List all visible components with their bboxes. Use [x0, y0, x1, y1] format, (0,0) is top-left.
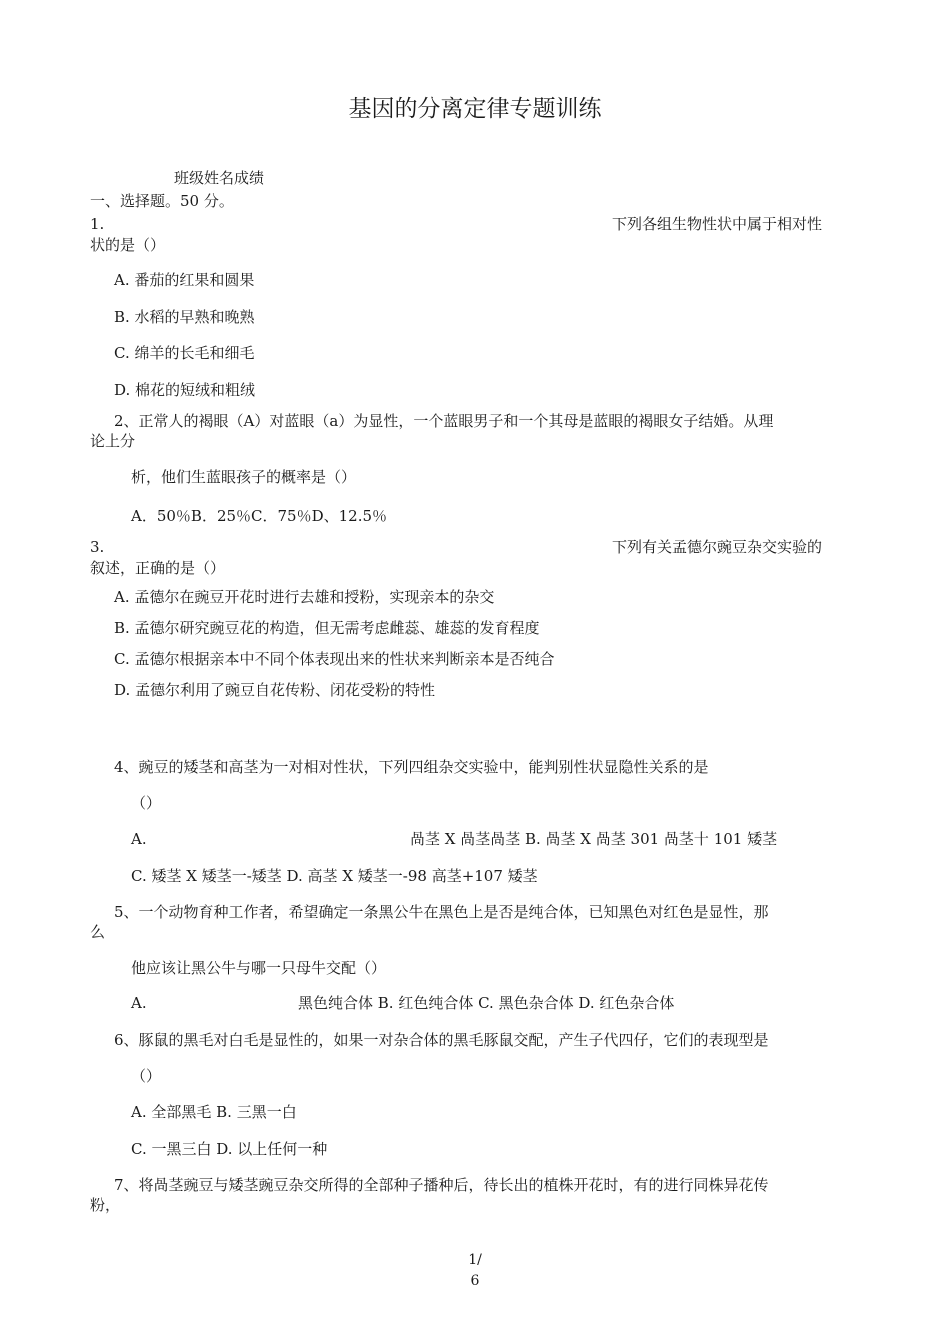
- question-stem-continued: 状的是（）: [90, 236, 166, 254]
- question-stem-continued: 他应该让黑公牛与哪一只母牛交配（）: [131, 959, 387, 977]
- question-stem-continued: 粉，: [90, 1196, 121, 1214]
- question-stem: 2、正常人的褐眼（A）对蓝眼（a）为显性，一个蓝眼男子和一个其母是蓝眼的褐眼女子结婚。从理: [114, 412, 774, 430]
- options-line: C. 一黑三白 D. 以上任何一种: [131, 1140, 328, 1158]
- options-line: 黑色纯合体 B. 红色纯合体 C. 黑色杂合体 D. 红色杂合体: [298, 994, 675, 1012]
- answer-parentheses: （）: [131, 1067, 162, 1085]
- question-stem: 7、将咼茎豌豆与矮茎豌豆杂交所得的全部种子播种后，待长出的植株开花时，有的进行同株异花传: [114, 1176, 769, 1194]
- question-number: 3.: [90, 538, 105, 556]
- option-label-a: A.: [131, 830, 147, 848]
- answer-parentheses: （）: [131, 794, 162, 812]
- page-number-top: 1/: [468, 1252, 482, 1268]
- question-stem-continued: 析，他们生蓝眼孩子的概率是（）: [131, 468, 357, 486]
- question-stem: 下列有关孟德尔豌豆杂交实验的: [612, 538, 823, 556]
- question-stem: 下列各组生物性状中属于相对性: [612, 215, 823, 233]
- option-d: D. 棉花的短绒和粗绒: [114, 381, 256, 399]
- option-a: A. 孟德尔在豌豆开花时进行去雄和授粉，实现亲本的杂交: [114, 588, 495, 606]
- option-b: B. 水稻的早熟和晚熟: [114, 308, 255, 326]
- question-stem: 5、一个动物育种工作者，希望确定一条黑公牛在黑色上是否是纯合体，已知黑色对红色是显性，那: [114, 903, 769, 921]
- option-a: A. 番茄的红果和圆果: [114, 271, 255, 289]
- question-stem-continued: 叙述，正确的是（）: [90, 559, 226, 577]
- option-d: D. 孟德尔利用了豌豆自花传粉、闭花受粉的特性: [114, 681, 436, 699]
- option-label-a: A.: [131, 994, 147, 1012]
- options-line: A．50％B．25％C．75％D、12.5％: [131, 507, 388, 525]
- class-name-score-line: 班级姓名成绩: [174, 169, 265, 187]
- question-number: 1.: [90, 215, 105, 233]
- page-number-bottom: 6: [470, 1273, 480, 1289]
- options-line: 咼茎 X 咼茎咼茎 B. 咼茎 X 咼茎 301 咼茎十 101 矮茎: [410, 830, 778, 848]
- option-b: B. 孟德尔研究豌豆花的构造，但无需考虑雌蕊、雄蕊的发育程度: [114, 619, 540, 637]
- options-line: C. 矮茎 X 矮茎一-矮茎 D. 高茎 X 矮茎一-98 高茎+107 矮茎: [131, 867, 538, 885]
- option-c: C. 孟德尔根据亲本中不同个体表现出来的性状来判断亲本是否纯合: [114, 650, 555, 668]
- section-heading: 一、选择题。50 分。: [90, 192, 234, 210]
- option-c: C. 绵羊的长毛和细毛: [114, 344, 255, 362]
- options-line: A. 全部黑毛 B. 三黑一白: [131, 1103, 297, 1121]
- page-title: 基因的分离定律专题训练: [348, 96, 602, 122]
- question-stem: 6、豚鼠的黑毛对白毛是显性的，如果一对杂合体的黑毛豚鼠交配，产生子代四仔，它们的表现型是: [114, 1031, 769, 1049]
- question-stem: 4、豌豆的矮茎和高茎为一对相对性状，下列四组杂交实验中，能判别性状显隐性关系的是: [114, 758, 709, 776]
- question-stem-continued: 论上分: [90, 432, 136, 450]
- question-stem-continued: 么: [90, 923, 106, 941]
